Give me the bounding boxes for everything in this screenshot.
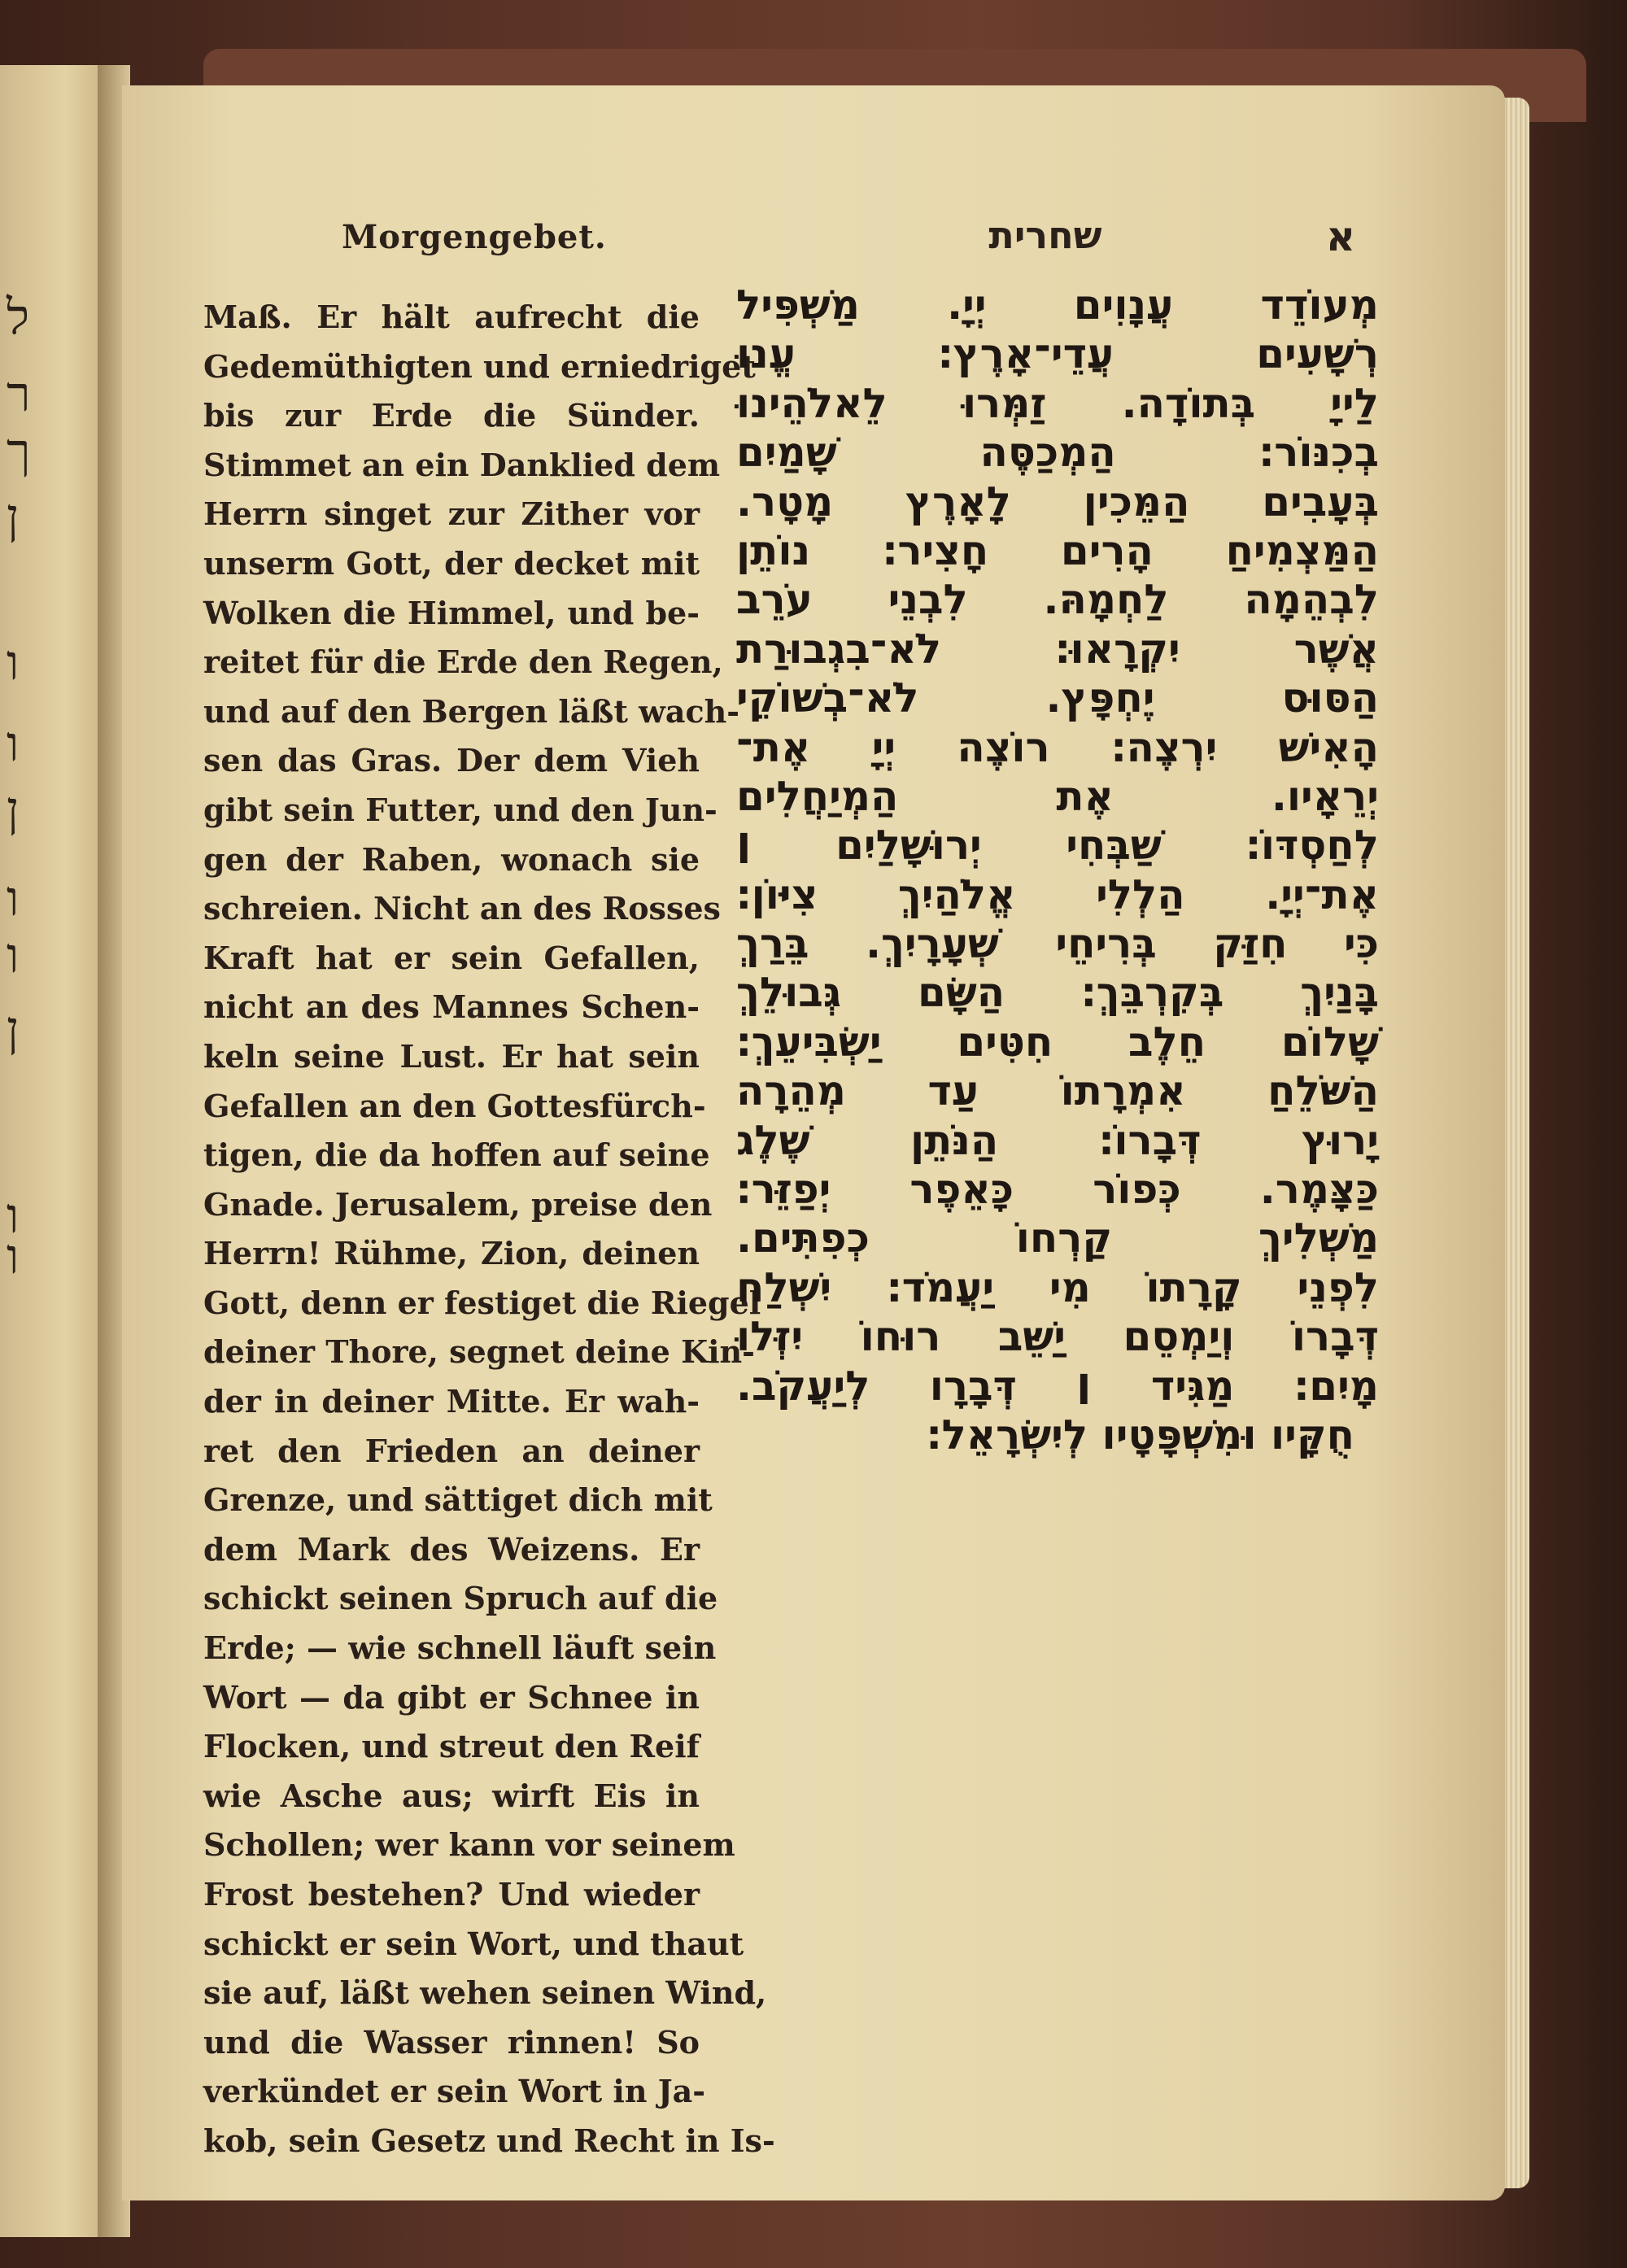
left-page-fragment: ו [7, 870, 20, 927]
left-page-fragment: ו [7, 1188, 20, 1245]
german-text-line: ret den Frieden an deiner [203, 1432, 700, 1469]
german-text-line: Frost bestehen? Und wieder [203, 1876, 700, 1913]
hebrew-text-line: שָׁלוֹם חֵלֶב חִטִּים יַשְׂבִּיעֵךְ׃ [736, 1018, 1379, 1066]
hebrew-text-line: רְשָׁעִים עֲדֵי־אָרֶץ׃ עֱנוּ [736, 330, 1379, 378]
german-text-line: sie auf, läßt wehen seinen Wind, [203, 1974, 767, 2012]
german-text-line: tigen, die da hoffen auf seine [203, 1136, 710, 1174]
german-text-line: deiner Thore, segnet deine Kin- [203, 1333, 755, 1371]
hebrew-text-line: כִּי חִזַּק בְּרִיחֵי שְׁעָרָיִךְ. בֵּרַךְ [736, 920, 1379, 968]
left-page-fragment: ו [7, 1228, 20, 1285]
german-text-line: Flocken, und streut den Reif [203, 1728, 700, 1765]
hebrew-text-line: בָּנַיִךְ בְּקִרְבֵּךְ׃ הַשָּׂם גְּבוּלֵךְ [736, 969, 1379, 1017]
hebrew-text-line: הַשֹּׁלֵחַ אִמְרָתוֹ עַד מְהֵרָה [736, 1067, 1379, 1115]
hebrew-text-line: לִפְנֵי קָרָתוֹ מִי יַעֲמֹד׃ יִשְׁלַח [736, 1263, 1379, 1311]
german-text-line: unserm Gott, der decket mit [203, 544, 700, 582]
hebrew-text-line: כַּצָּמֶר. כְּפוֹר כָּאֵפֶר יְפַזֵּר׃ [736, 1166, 1379, 1214]
german-text-line: Wort — da gibt er Schnee in [203, 1678, 700, 1716]
left-page-fragment: ן [7, 488, 20, 545]
left-page-fragment: ן [7, 781, 20, 838]
german-text-line: schickt seinen Spruch auf die [203, 1580, 718, 1617]
hebrew-text-line: אֲשֶׁר יִקְרָאוּ׃ לֹא־בִגְבוּרַת [736, 625, 1379, 673]
page-number: א [1325, 213, 1356, 260]
left-page-fragment: ל [7, 289, 30, 346]
hebrew-text-line: הַסּוּס יֶחְפָּץ. לֹא־בְשׁוֹקֵי [736, 674, 1379, 722]
german-text-line: und die Wasser rinnen! So [203, 2023, 700, 2061]
hebrew-text-line: דְּבָרוֹ וְיַמְסֵם יַשֵּׁב רוּחוֹ יִזְּלוּ [736, 1313, 1379, 1361]
german-text-line: verkündet er sein Wort in Ja- [203, 2073, 706, 2110]
german-text-line: wie Asche aus; wirft Eis in [203, 1777, 700, 1814]
left-page-fragment: ו [7, 635, 20, 691]
hebrew-text-line: בְכִנּוֹר׃ הַמְכַסֶּה שָׁמַיִם [736, 429, 1379, 477]
left-page-fragment: ך [7, 423, 31, 480]
left-page-fragment: ר [7, 366, 31, 423]
hebrew-text-line: הָאִישׁ יִרְצֶה׃ רוֹצֶה יְיָ אֶת־ [736, 723, 1379, 771]
hebrew-text-line: חֻקָּיו וּמִשְׁפָּטָיו לְיִשְׂרָאֵל׃ [926, 1411, 1354, 1459]
hebrew-text-line: אֶת־יְיָ. הַלְלִי אֱלֹהַיִךְ צִיּוֹן׃ [736, 870, 1379, 918]
page-header-german: Morgengebet. [342, 218, 607, 256]
hebrew-text-line: מַשְׁלִיךְ קַרְחוֹ כְפִתִּים. [736, 1215, 1379, 1263]
german-text-line: Schollen; wer kann vor seinem [203, 1826, 735, 1864]
german-text-line: bis zur Erde die Sünder. [203, 397, 700, 434]
page-header-hebrew: שחרית [988, 213, 1102, 257]
german-text-line: reitet für die Erde den Regen, [203, 643, 723, 681]
german-text-line: Kraft hat er sein Gefallen, [203, 939, 700, 976]
hebrew-text-line: לְחַסְדּוֹ׃ שַׁבְּחִי יְרוּשָׁלַיִם ׀ [736, 822, 1379, 870]
german-text-column [203, 293, 775, 2159]
hebrew-text-line: מְעוֹדֵד עֲנָוִים יְיָ. מַשְׁפִּיל [736, 281, 1379, 329]
left-page-fragment: ו [7, 716, 20, 773]
german-text-line: kob, sein Gesetz und Recht in Is- [203, 2122, 775, 2159]
german-text-line: gen der Raben, wonach sie [203, 840, 700, 878]
german-text-line: Wolken die Himmel, und be- [203, 594, 700, 631]
german-text-line: dem Mark des Weizens. Er [203, 1530, 700, 1568]
german-text-line: Maß. Er hält aufrecht die [203, 299, 700, 335]
german-text-line: Grenze, und sättiget dich mit [203, 1481, 713, 1519]
german-text-line: schreien. Nicht an des Rosses [203, 890, 721, 927]
left-page-fragment: ן [7, 1001, 20, 1058]
german-text-line: Erde; — wie schnell läuft sein [203, 1629, 717, 1667]
german-text-line: und auf den Bergen läßt wach- [203, 692, 739, 730]
hebrew-text-line: לַייָ בְּתוֹדָה. זַמְּרוּ לֵאלֹהֵינוּ [736, 379, 1379, 427]
german-text-line: Herrn! Rühme, Zion, deinen [203, 1235, 700, 1272]
left-page-edge [0, 65, 110, 2237]
german-text-line: gibt sein Futter, und den Jun- [203, 791, 718, 828]
german-text-line: Stimmet an ein Danklied dem [203, 446, 721, 483]
german-text-line: Gnade. Jerusalem, preise den [203, 1185, 713, 1223]
left-page-fragment: ו [7, 927, 20, 984]
hebrew-text-line: לִבְהֵמָה לַחְמָהּ. לִבְנֵי עֹרֵב [736, 576, 1379, 624]
hebrew-text-line: יְרֵאָיו. אֶת הַמְיַחֲלִים [736, 772, 1379, 820]
hebrew-text-column [736, 281, 1379, 2087]
hebrew-text-line: בְּעָבִים הַמֵּכִין לָאָרֶץ מָטָר. [736, 478, 1379, 526]
german-text-line: Gedemüthigten und erniedriget [203, 347, 756, 385]
hebrew-text-line: הַמַּצְמִיחַ הָרִים חָצִיר׃ נוֹתֵן [736, 526, 1379, 574]
hebrew-text-line: יָרוּץ דְּבָרוֹ׃ הַנֹּתֵן שֶׁלֶג [736, 1116, 1379, 1164]
german-text-line: sen das Gras. Der dem Vieh [203, 742, 700, 779]
german-text-line: der in deiner Mitte. Er wah- [203, 1383, 700, 1420]
german-text-line: nicht an des Mannes Schen- [203, 988, 700, 1026]
german-text-line: Gefallen an den Gottesfürch- [203, 1087, 706, 1124]
hebrew-text-line: מָיִם׃ מַגִּיד ׀ דְּבָרָו לְיַעֲקֹב. [736, 1362, 1379, 1410]
german-text-line: Gott, denn er festiget die Riegel [203, 1284, 761, 1321]
german-text-line: keln seine Lust. Er hat sein [203, 1037, 700, 1075]
german-text-line: Herrn singet zur Zither vor [203, 495, 700, 533]
german-text-line: schickt er sein Wort, und thaut [203, 1925, 744, 1962]
